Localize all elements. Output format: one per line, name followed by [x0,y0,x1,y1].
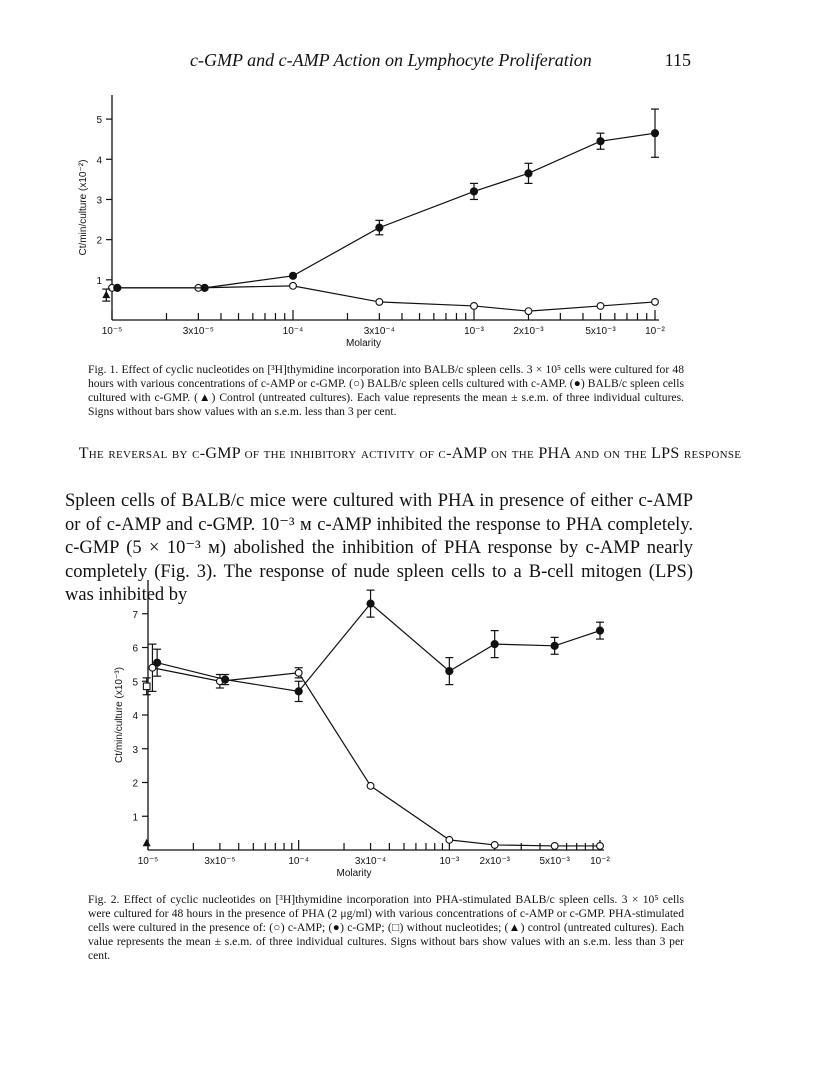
x-tick-label: 10⁻² [645,326,665,337]
section-heading: The reversal by c-GMP of the inhibitory activity of c-AMP on the PHA and on the LPS response [78,445,742,462]
y-tick-label: 2 [96,235,102,247]
x-tick-label: 10⁻⁴ [282,326,304,337]
data-point-open-circle [491,842,498,849]
data-point-filled-circle [551,642,558,649]
data-point-open-circle [367,782,374,789]
data-point-open-circle [597,843,604,850]
y-tick-label: 5 [96,115,102,127]
y-tick-label: 4 [96,155,102,167]
x-tick-label: 10⁻³ [464,326,484,337]
y-tick-label: 1 [132,812,138,824]
data-point-filled-circle [367,600,374,607]
data-point-open-circle [551,843,558,850]
y-axis-title: Ct/min/culture (x10⁻²) [78,159,89,256]
data-point-filled-triangle [143,839,151,847]
x-tick-label: 10⁻² [590,856,610,867]
x-tick-label: 2x10⁻³ [513,326,544,337]
x-tick-label: 10⁻⁵ [137,856,159,867]
y-tick-label: 5 [132,677,138,689]
data-point-filled-circle [596,627,603,634]
data-point-open-circle [295,669,302,676]
running-title: c-GMP and c-AMP Action on Lymphocyte Proliferation [190,50,592,70]
x-axis-title: Molarity [336,868,372,879]
figure-2-caption: Fig. 2. Effect of cyclic nucleotides on [³H]thymidine incorporation into PHA-stimulated BALB/c spleen cells. 3 × 10⁵ cells were cultured for 48 hours in the presence of PHA (2 μg/ml) with various concentrations of c-AMP or c-GMP. PHA-stimulated cells were cultured in the presence of: (○) c-AMP; (●) c-GMP; (□) without nucleotides; (▲) control (untreated cultures). Each value represents the mean ± s.e.m. of three individual cultures. Signs without bars show values with an s.e.m. less than 3 per cent. [88,893,684,962]
data-point-filled-circle [295,688,302,695]
x-tick-label: 5x10⁻³ [585,326,616,337]
y-tick-label: 3 [96,195,102,207]
y-tick-label: 7 [132,609,138,621]
x-tick-label: 3x10⁻⁴ [363,326,395,337]
y-tick-label: 6 [132,643,138,655]
data-point-filled-circle [154,659,161,666]
data-point-filled-circle [491,641,498,648]
data-point-open-square [143,683,150,690]
x-tick-label: 3x10⁻⁵ [204,856,236,867]
figure-1-caption: Fig. 1. Effect of cyclic nucleotides on [³H]thymidine incorporation into BALB/c spleen cells. 3 × 10⁵ cells were cultured for 48 hours with various concentrations of c-AMP or c-GMP. (○) BALB/c spleen cells cultured with c-AMP. (●) BALB/c spleen cells cultured with c-GMP. (▲) Control (untreated cultures). Each value represents the mean ± s.e.m. of three individual cultures. Signs without bars show values with an s.e.m. less than 3 per cent. [88,363,684,418]
x-tick-label: 3x10⁻⁴ [354,856,387,867]
x-tick-label: 10⁻³ [439,856,460,867]
x-tick-label: 3x10⁻⁵ [182,326,214,337]
x-axis-title: Molarity [345,338,382,349]
y-tick-label: 2 [132,778,138,790]
x-tick-label: 2x10⁻³ [479,856,510,867]
y-axis-title: Ct/min/culture (x10⁻³) [114,667,125,763]
x-tick-label: 10⁻⁴ [288,856,310,867]
data-point-filled-circle [222,676,229,683]
x-tick-label: 10⁻⁵ [101,326,123,337]
data-point-filled-circle [446,668,453,675]
x-tick-label: 5x10⁻³ [539,856,570,867]
series-line-c-amp [152,668,600,846]
page-number: 115 [664,50,691,70]
body-paragraph: Spleen cells of BALB/c mice were cultured with PHA in presence of either c-AMP or of c-AMP and c-GMP. 10⁻³ м c-AMP inhibited the response to PHA completely. c-GMP (5 × 10⁻³ м) abolished the inhibition of PHA response by c-AMP nearly completely (Fig. 3). The response of nude spleen cells to a B-cell mitogen (LPS) was inhibited by [65,491,693,605]
y-tick-label: 1 [96,275,102,287]
y-tick-label: 3 [132,744,138,756]
y-tick-label: 4 [132,711,138,722]
data-point-open-circle [446,836,453,843]
